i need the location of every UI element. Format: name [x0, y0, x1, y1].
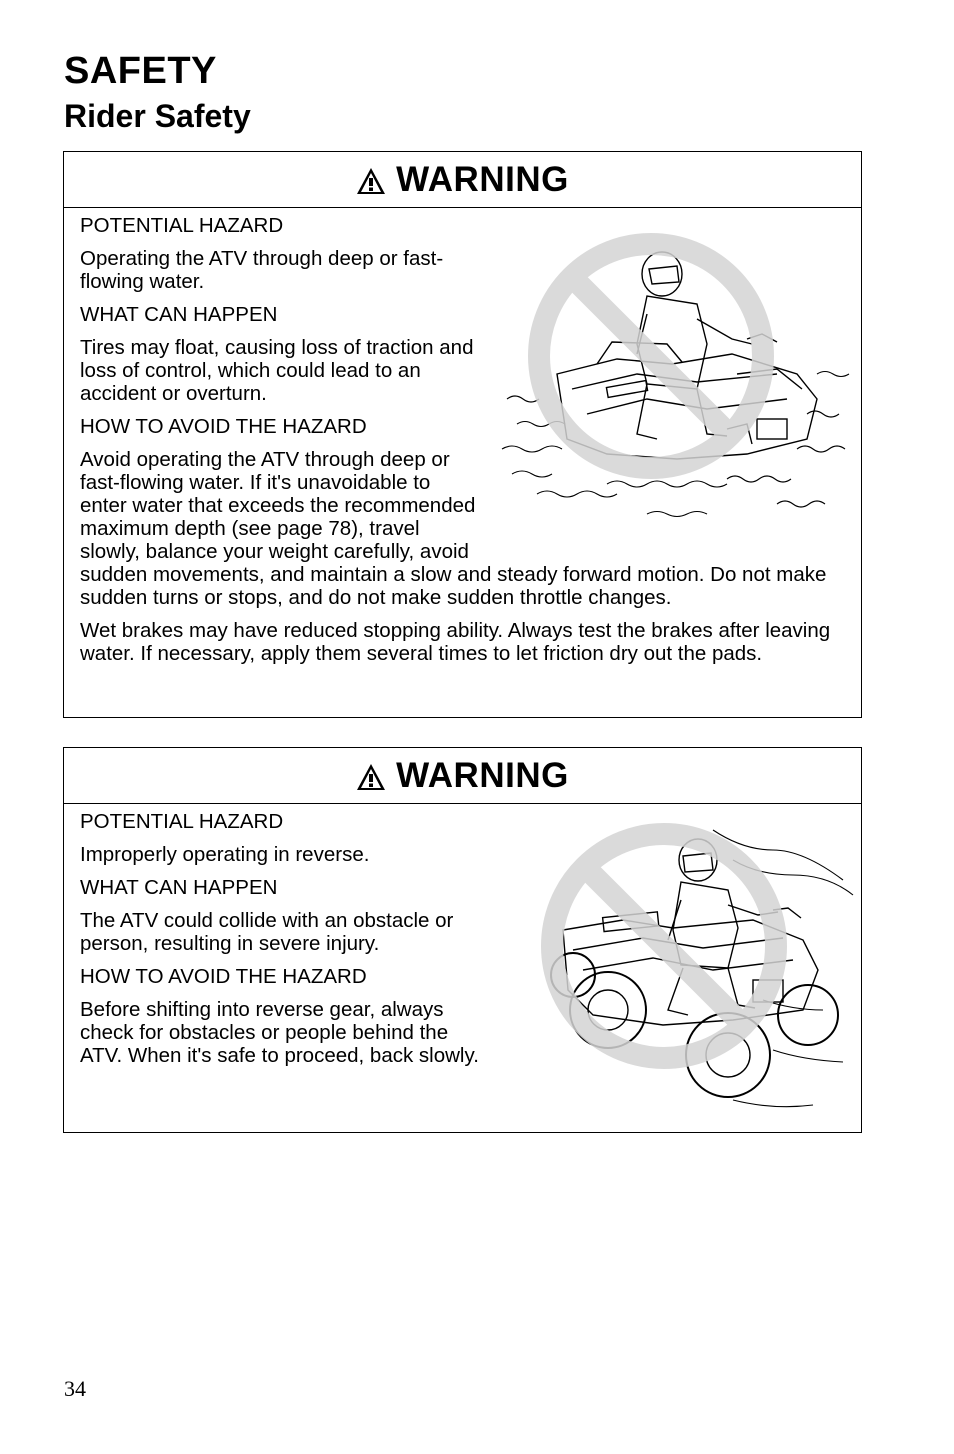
warning-body — [64, 208, 861, 665]
warning-title: WARNING — [396, 756, 569, 795]
warning-box-water — [63, 151, 862, 718]
atv-drawing — [551, 912, 838, 1097]
warning-header — [64, 748, 861, 804]
warning-title: WARNING — [396, 160, 569, 199]
warning-triangle-icon — [356, 763, 386, 791]
hazard-heading: POTENTIAL HAZARD — [80, 214, 284, 237]
avoid-text: Avoid operating the ATV through deep or fast-flowing water. If it's unavoidable to enter water that exceeds the recommended maximum depth (see page 78), travel slowly, balance your weight carefully, avoid sudden movements, and maintain a slow and steady forward motion. Do not make sudden turns or stops, and do not make sudden throttle changes. — [80, 448, 827, 609]
subsection-title: Rider Safety — [64, 98, 251, 134]
hazard-text: Improperly operating in reverse. — [80, 843, 370, 866]
warning-body — [64, 804, 861, 1067]
atv-in-water-prohibited-illustration — [497, 224, 857, 544]
warning-triangle-icon — [356, 167, 386, 195]
hazard-text: Operating the ATV through deep or fast-flowing water. — [80, 247, 444, 293]
happen-text: The ATV could collide with an obstacle or person, resulting in severe injury. — [80, 909, 454, 955]
avoid-heading: HOW TO AVOID THE HAZARD — [80, 965, 367, 988]
warning-box-reverse — [63, 747, 862, 1133]
happen-heading: WHAT CAN HAPPEN — [80, 303, 278, 326]
extra-text: Wet brakes may have reduced stopping ability. Always test the brakes after leaving water. If necessary, apply them several times to let friction dry out the pads. — [80, 619, 831, 665]
hazard-heading: POTENTIAL HAZARD — [80, 810, 284, 833]
avoid-heading: HOW TO AVOID THE HAZARD — [80, 415, 367, 438]
happen-text: Tires may float, causing loss of traction and loss of control, which could lead to an accident or overturn. — [80, 336, 474, 405]
atv-reversing-prohibited-illustration — [533, 820, 863, 1120]
avoid-text: Before shifting into reverse gear, always check for obstacles or people behind the ATV. When it's safe to proceed, back slowly. — [80, 998, 479, 1067]
section-title: SAFETY — [64, 50, 217, 92]
happen-heading: WHAT CAN HAPPEN — [80, 876, 278, 899]
page-number: 34 — [64, 1376, 86, 1401]
warning-header — [64, 152, 861, 208]
